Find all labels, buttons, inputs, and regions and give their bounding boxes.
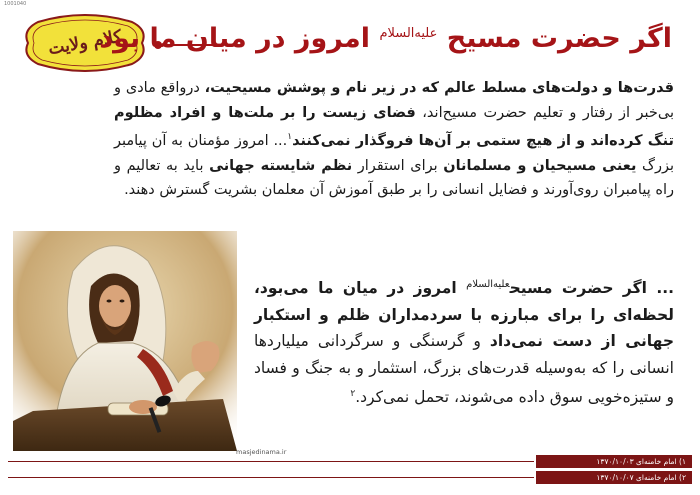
p2-bold-2: امروز در میان ما می‌بود، لحظه‌ای را برای مبارزه با سردمداران ظلم و استکبار جهانی از دست نمی‌داد: [254, 279, 675, 351]
p1-bold-7: نظم شایسته جهانی: [209, 157, 353, 174]
paragraph-2: [254, 272, 674, 411]
p1-bold-3: فضای زیست را بر ملت‌ها و افراد مظلوم تنگ کرده‌اند و از هیچ ستمی بر آن‌ها فروگذار نمی‌کنند: [114, 104, 674, 150]
p1-bold-1: قدرت‌ها و دولت‌های مسلط عالم که در زیر نام و پوشش مسیحیت،: [204, 80, 674, 96]
christ-figure-icon: [13, 231, 237, 451]
badge-text: کلام ولایت: [46, 26, 124, 60]
p1-text-2: درواقع مادی و بی‌خبر از رفتار و تعلیم حضرت مسیح‌اند،: [114, 80, 674, 121]
p1-text-8: باید به تعالیم و راه پیامبران روی‌آورند و فضایل انسانی را بر طبق آموزش آن معلمان بشریت گسترش دهند.: [114, 157, 674, 199]
p1-bold-5: یعنی مسیحیان و مسلمانان: [443, 157, 637, 174]
p1-text-6: برای استقرار: [352, 157, 444, 174]
p1-text-4: ... امروز مؤمنان به آن پیامبر بزرگ: [114, 133, 674, 174]
p2-bold-1: ... اگر حضرت مسیح: [509, 279, 674, 298]
p2-text-3: و گرسنگی و سرگردانی میلیاردها انسانی را که به‌وسیله قدرت‌های بزرگ، استثمار و به جنگ و فساد و ستیزه‌خویی سوق داده می‌شوند، تحمل نمی‌کرد.: [254, 332, 674, 407]
footer-line-2: [8, 477, 534, 478]
site-url: masjedinama.ir: [236, 448, 287, 456]
title-honorific: علیه‌السلام: [379, 26, 438, 41]
paragraph-1: [114, 76, 674, 203]
title-before: اگر حضرت مسیح: [446, 23, 672, 54]
corner-tag: 1001040: [4, 1, 27, 7]
page-title: [99, 14, 672, 59]
source-citation-1: ۱) امام خامنه‌ای ۱۳۷۰/۱۰/۰۳: [536, 455, 692, 468]
p2-honorific: علیه‌السلام: [466, 279, 510, 290]
footnote-marker-1: ۱: [287, 132, 293, 143]
footnote-marker-2: ۲: [350, 389, 356, 400]
source-citation-2: ۲) امام خامنه‌ای ۱۳۷۰/۱۰/۰۷: [536, 471, 692, 484]
title-after: امروز در میان ما بود: [99, 23, 371, 54]
footer-line-1: [8, 461, 534, 462]
christ-painting: [13, 231, 237, 451]
